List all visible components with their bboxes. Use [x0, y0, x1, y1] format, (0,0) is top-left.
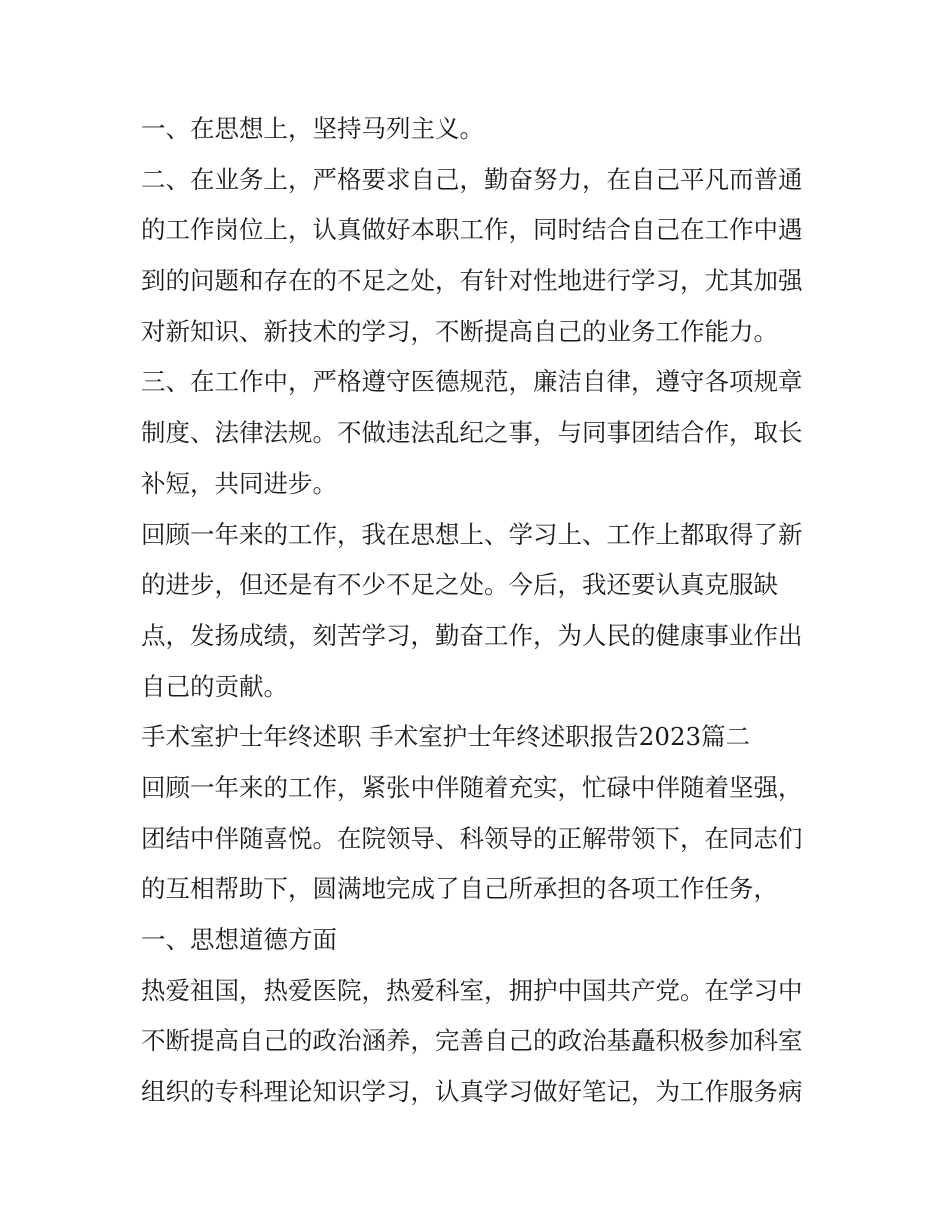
text-line: 的进步，但还是有不少不足之处。今后，我还要认真克服缺 [141, 570, 778, 600]
document-body [141, 104, 821, 1118]
subsection-heading: 一、思想道德方面 [141, 925, 337, 954]
text-line: 二、在业务上，严格要求自己，勤奋努力，在自己平凡而普通 [141, 164, 803, 194]
text-line: 三、在工作中，严格遵守医德规范，廉洁自律，遵守各项规章 [141, 367, 803, 397]
text-line: 回顾一年来的工作，紧张中伴随着充实，忙碌中伴随着坚强， [141, 772, 803, 802]
section-heading: 手术室护士年终述职 手术室护士年终述职报告2023篇二 [141, 722, 751, 752]
text-line: 自己的贡献。 [141, 671, 288, 701]
text-line: 热爱祖国，热爱医院，热爱科室，拥护中国共产党。在学习中 [141, 975, 803, 1005]
text-line: 团结中伴随喜悦。在院领导、科领导的正解带领下，在同志们 [141, 823, 803, 853]
text-line: 补短，共同进步。 [141, 468, 337, 498]
text-line: 一、在思想上，坚持马列主义。 [141, 114, 484, 143]
text-line: 的工作岗位上，认真做好本职工作，同时结合自己在工作中遇 [141, 215, 803, 245]
text-line: 不断提高自己的政治涵养，完善自己的政治基矗积极参加科室 [141, 1026, 803, 1056]
text-line: 到的问题和存在的不足之处，有针对性地进行学习，尤其加强 [141, 266, 803, 296]
text-line: 制度、法律法规。不做违法乱纪之事，与同事团结合作，取长 [141, 418, 803, 448]
text-line: 的互相帮助下，圆满地完成了自己所承担的各项工作任务， [141, 874, 778, 904]
text-line: 回顾一年来的工作，我在思想上、学习上、工作上都取得了新 [141, 519, 803, 549]
text-line: 点，发扬成绩，刻苦学习，勤奋工作，为人民的健康事业作出 [141, 620, 803, 650]
text-line: 组织的专科理论知识学习，认真学习做好笔记，为工作服务病 [141, 1077, 803, 1107]
text-line: 对新知识、新技术的学习，不断提高自己的业务工作能力。 [141, 316, 778, 346]
